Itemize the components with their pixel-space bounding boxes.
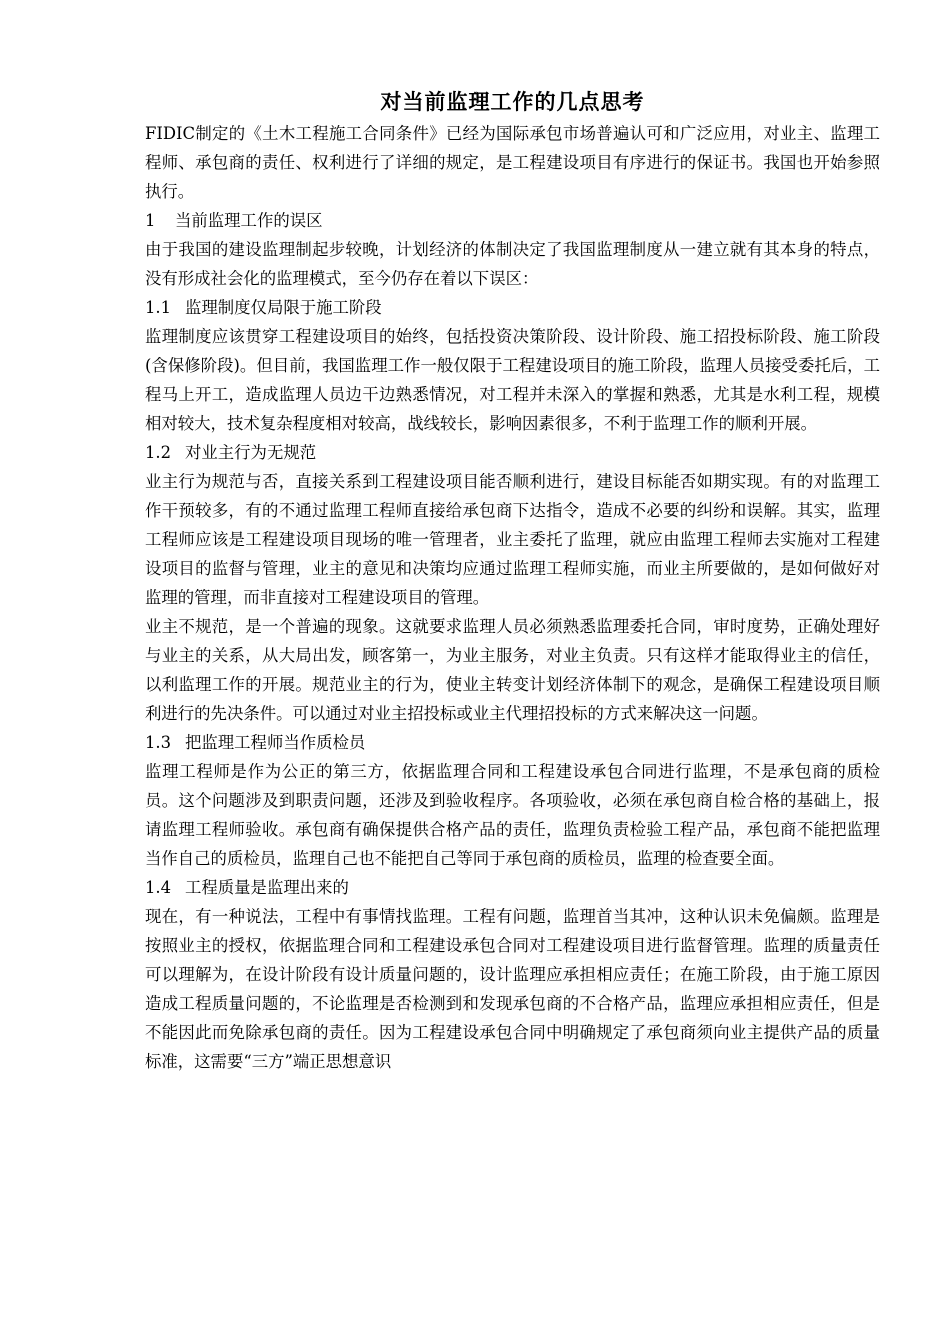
section-title: 对业主行为无规范 bbox=[185, 443, 317, 462]
document-page bbox=[145, 0, 880, 1076]
section-title: 工程质量是监理出来的 bbox=[185, 878, 349, 897]
section-number: 1 bbox=[145, 211, 156, 230]
section-title: 当前监理工作的误区 bbox=[175, 211, 323, 230]
section-number: 1.2 bbox=[145, 443, 172, 462]
section-title: 监理制度仅局限于施工阶段 bbox=[185, 298, 382, 317]
section-title: 把监理工程师当作质检员 bbox=[185, 733, 366, 752]
section-1-1-heading bbox=[145, 293, 880, 322]
section-number: 1.4 bbox=[145, 878, 172, 897]
section-number: 1.1 bbox=[145, 298, 172, 317]
intro-paragraph: FIDIC制定的《土木工程施工合同条件》已经为国际承包市场普遍认可和广泛应用，对业主、监理工程师、承包商的责任、权利进行了详细的规定，是工程建设项目有序进行的保证书。我国也开始参照执行。 bbox=[145, 124, 880, 201]
section-1-3-heading bbox=[145, 728, 880, 757]
section-1-paragraph: 由于我国的建设监理制起步较晚，计划经济的体制决定了我国监理制度从一建立就有其本身的特点，没有形成社会化的监理模式，至今仍存在着以下误区： bbox=[145, 240, 880, 288]
document-title: 对当前监理工作的几点思考 bbox=[380, 90, 645, 114]
section-number: 1.3 bbox=[145, 733, 172, 752]
section-1-2-paragraph-b: 业主不规范，是一个普遍的现象。这就要求监理人员必须熟悉监理委托合同，审时度势，正确处理好与业主的关系，从大局出发，顾客第一，为业主服务，对业主负责。只有这样才能取得业主的信任，以利监理工作的开展。规范业主的行为，使业主转变计划经济体制下的观念，是确保工程建设项目顺利进行的先决条件。可以通过对业主招投标或业主代理招投标的方式来解决这一问题。 bbox=[145, 617, 880, 723]
section-1-4-heading bbox=[145, 873, 880, 902]
section-1-3-paragraph: 监理工程师是作为公正的第三方，依据监理合同和工程建设承包合同进行监理，不是承包商的质检员。这个问题涉及到职责问题，还涉及到验收程序。各项验收，必须在承包商自检合格的基础上，报请监理工程师验收。承包商有确保提供合格产品的责任，监理负责检验工程产品，承包商不能把监理当作自己的质检员，监理自己也不能把自己等同于承包商的质检员，监理的检查要全面。 bbox=[145, 762, 880, 868]
section-1-2-paragraph-a: 业主行为规范与否，直接关系到工程建设项目能否顺利进行，建设目标能否如期实现。有的对监理工作干预较多，有的不通过监理工程师直接给承包商下达指令，造成不必要的纠纷和误解。其实，监理工程师应该是工程建设项目现场的唯一管理者，业主委托了监理，就应由监理工程师去实施对工程建设项目的监督与管理，业主的意见和决策均应通过监理工程师实施，而业主所要做的，是如何做好对监理的管理，而非直接对工程建设项目的管理。 bbox=[145, 472, 880, 607]
section-1-2-heading bbox=[145, 438, 880, 467]
section-1-4-paragraph: 现在，有一种说法，工程中有事情找监理。工程有问题，监理首当其冲，这种认识未免偏颇。监理是按照业主的授权，依据监理合同和工程建设承包合同对工程建设项目进行监督管理。监理的质量责任可以理解为，在设计阶段有设计质量问题的，设计监理应承担相应责任；在施工阶段，由于施工原因造成工程质量问题的，不论监理是否检测到和发现承包商的不合格产品，监理应承担相应责任，但是不能因此而免除承包商的责任。因为工程建设承包合同中明确规定了承包商须向业主提供产品的质量标准，这需要“三方”端正思想意识 bbox=[145, 907, 880, 1071]
section-1-1-paragraph: 监理制度应该贯穿工程建设项目的始终，包括投资决策阶段、设计阶段、施工招投标阶段、施工阶段(含保修阶段)。但目前，我国监理工作一般仅限于工程建设项目的施工阶段，监理人员接受委托后，工程马上开工，造成监理人员边干边熟悉情况，对工程并未深入的掌握和熟悉，尤其是水利工程，规模相对较大，技术复杂程度相对较高，战线较长，影响因素很多，不利于监理工作的顺利开展。 bbox=[145, 327, 880, 433]
section-1-heading bbox=[145, 206, 880, 235]
